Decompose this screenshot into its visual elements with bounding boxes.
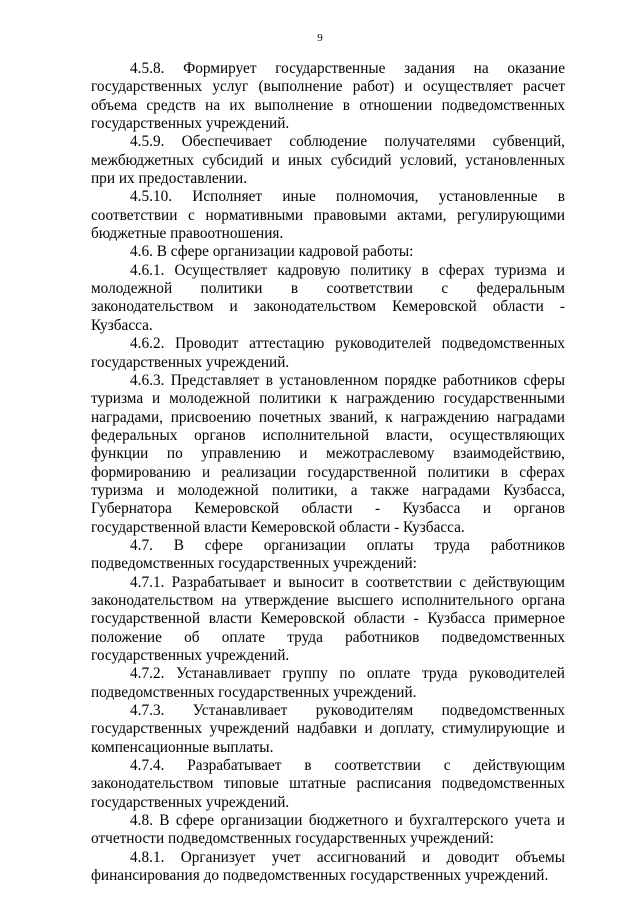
paragraph-4-6-2: 4.6.2. Проводит аттестацию руководителей подведомственных государственных учреждений. <box>91 335 565 371</box>
paragraph-4-5-10: 4.5.10. Исполняет иные полномочия, установленные в соответствии с нормативными правовыми актами, регулирующими бюджетные правоотношения. <box>91 188 565 243</box>
paragraph-4-6-1: 4.6.1. Осуществляет кадровую политику в сферах туризма и молодежной политики в соответствии с федеральным законодательством и законодательством Кемеровской области - Кузбасса. <box>91 261 565 334</box>
paragraph-4-5-9: 4.5.9. Обеспечивает соблюдение получателями субвенций, межбюджетных субсидий и иных субсидий условий, установленных при их предоставлении. <box>91 133 565 188</box>
paragraph-4-5-8: 4.5.8. Формирует государственные задания на оказание государственных услуг (выполнение работ) и осуществляет расчет объема средств на их выполнение в отношении подведомственных государственных учреждений. <box>91 60 565 133</box>
paragraph-4-7-2: 4.7.2. Устанавливает группу по оплате труда руководителей подведомственных государственных учреждений. <box>91 665 565 701</box>
paragraph-4-7-4: 4.7.4. Разрабатывает в соответствии с действующим законодательством типовые штатные расписания подведомственных государственных учреждений. <box>91 757 565 811</box>
paragraph-4-6-3: 4.6.3. Представляет в установленном порядке работников сферы туризма и молодежной политики к награждению государственными наградами, присвоению почетных званий, к награждению наградами федеральных органов исполнительной власти, осуществляющих функции по управлению и межотраслевому взаимодействию, формированию и реализации государственной политики в сферах туризма и молодежной политики, а также наградами Кузбасса, Губернатора Кемеровской области - Кузбасса и органов государственной власти Кемеровской области - Кузбасса. <box>91 371 565 536</box>
paragraph-4-7-1: 4.7.1. Разрабатывает и выносит в соответствии с действующим законодательством на утверждение высшего исполнительного органа государственной власти Кемеровской области - Кузбасса примерное положение об оплате труда работников подведомственных государственных учреждений. <box>91 573 565 664</box>
section-heading-4-8: 4.8. В сфере организации бюджетного и бухгалтерского учета и отчетности подведомственных государственных учреждений: <box>91 812 565 848</box>
page-number: 9 <box>317 32 323 44</box>
section-heading-4-6: 4.6. В сфере организации кадровой работы: <box>130 243 414 261</box>
document-body <box>91 60 565 885</box>
section-heading-4-7: 4.7. В сфере организации оплаты труда работников подведомственных государственных учреждений: <box>91 536 565 573</box>
paragraph-4-7-3: 4.7.3. Устанавливает руководителям подведомственных государственных учреждений надбавки и доплату, стимулирующие и компенсационные выплаты. <box>91 702 565 756</box>
paragraph-4-8-1: 4.8.1. Организует учет ассигнований и доводит объемы финансирования до подведомственных государственных учреждений. <box>91 848 565 885</box>
